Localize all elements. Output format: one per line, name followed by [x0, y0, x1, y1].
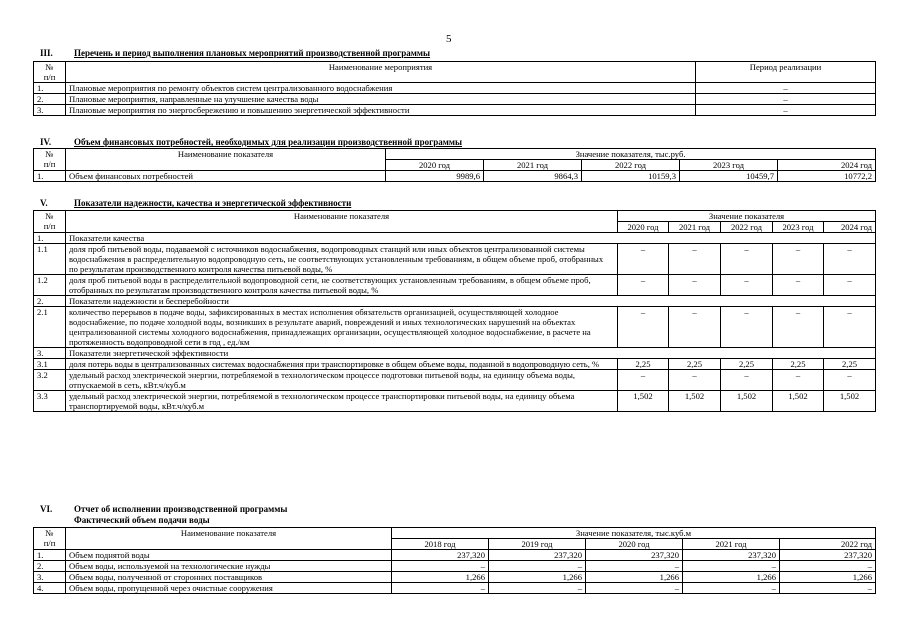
row-value: – [618, 307, 669, 348]
row-value: 1,502 [721, 391, 773, 412]
header-indicator-name: Наименование показателя [66, 211, 618, 233]
row-value: 9989,6 [386, 171, 484, 182]
header-no: № п/п [34, 528, 66, 550]
row-number: 1.1 [34, 244, 66, 275]
row-period: – [696, 94, 876, 105]
section-4-heading [40, 137, 890, 148]
header-year: 2019 год [489, 539, 586, 550]
row-value: 1,266 [683, 572, 780, 583]
table-row [34, 572, 876, 583]
table-row [34, 83, 876, 94]
row-number: 1. [34, 233, 66, 244]
header-year: 2018 год [392, 539, 489, 550]
header-year: 2022 год [582, 160, 680, 171]
table-row [34, 244, 876, 275]
row-value: 237,320 [780, 550, 876, 561]
row-value: 2,25 [618, 359, 669, 370]
header-no: № п/п [34, 149, 66, 171]
row-number: 3. [34, 105, 66, 116]
header-year: 2022 год [780, 539, 876, 550]
table-row [34, 105, 876, 116]
row-value: 9864,3 [484, 171, 582, 182]
row-name: доля потерь воды в централизованных системах водоснабжения при транспортировке в общем объеме воды, поданной в водопроводную сеть, % [66, 359, 618, 370]
row-value: 1,266 [489, 572, 586, 583]
row-value: 237,320 [683, 550, 780, 561]
row-value: – [489, 583, 586, 594]
row-value: – [773, 244, 824, 275]
header-value: Значение показателя, тыс.руб. [386, 149, 876, 160]
header-year: 2020 год [618, 222, 669, 233]
header-year: 2021 год [683, 539, 780, 550]
row-value: – [824, 370, 876, 391]
header-value: Значение показателя [618, 211, 876, 222]
row-value: – [773, 275, 824, 296]
row-value: – [721, 275, 773, 296]
row-value: 1,502 [773, 391, 824, 412]
row-value: – [824, 307, 876, 348]
row-number: 1. [34, 171, 66, 182]
table-row [34, 94, 876, 105]
row-value: 1,266 [780, 572, 876, 583]
header-year: 2020 год [386, 160, 484, 171]
row-value: 10459,7 [680, 171, 778, 182]
row-name: Показатели энергетической эффективности [66, 348, 876, 359]
row-name: Объем поднятой воды [66, 550, 392, 561]
header-indicator-name: Наименование показателя [66, 528, 392, 550]
header-year: 2023 год [680, 160, 778, 171]
row-value: 237,320 [586, 550, 683, 561]
row-value: 1,502 [824, 391, 876, 412]
section-number: V. [40, 198, 48, 208]
header-period: Период реализации [696, 62, 876, 83]
section-6-heading [40, 504, 890, 515]
header-indicator-name: Наименование показателя [66, 149, 386, 171]
section-title: Показатели надежности, качества и энергетической эффективности [74, 198, 352, 208]
section-3-heading [40, 48, 890, 59]
row-value: – [392, 561, 489, 572]
row-name: Плановые мероприятия по энергосбережению и повышению энергетической эффективности [66, 105, 696, 116]
row-value: – [824, 275, 876, 296]
row-value: – [586, 583, 683, 594]
row-value: 2,25 [824, 359, 876, 370]
row-value: 2,25 [721, 359, 773, 370]
row-number: 3. [34, 348, 66, 359]
page-number: 5 [446, 33, 452, 45]
row-value: 237,320 [489, 550, 586, 561]
row-number: 4. [34, 583, 66, 594]
row-name: доля проб питьевой воды в распределительной водопроводной сети, не соответствующих установленным требованиям, в общем объеме проб, отобранных по результатам производственного контроля качества питьевой воды, % [66, 275, 618, 296]
table-row [34, 307, 876, 348]
table-row [34, 171, 876, 182]
header-year: 2021 год [669, 222, 721, 233]
group-row [34, 296, 876, 307]
row-value: – [773, 370, 824, 391]
row-name: доля проб питьевой воды, подаваемой с источников водоснабжения, водопроводных станций или иных объектов централизованной системы водоснабжения в распределительную водопроводную сеть, не соответствующих установленным требованиям, в общем объеме проб, отобранных по результатам производственного контроля качества питьевой воды, % [66, 244, 618, 275]
row-number: 2. [34, 94, 66, 105]
row-value: – [721, 307, 773, 348]
row-value: 1,502 [618, 391, 669, 412]
table-row [34, 561, 876, 572]
row-value: – [683, 561, 780, 572]
row-number: 3. [34, 572, 66, 583]
row-value: – [618, 275, 669, 296]
header-value: Значение показателя, тыс.куб.м [392, 528, 876, 539]
row-name: Плановые мероприятия, направленные на улучшение качества воды [66, 94, 696, 105]
row-name: Показатели надежности и бесперебойности [66, 296, 876, 307]
row-value: – [669, 244, 721, 275]
row-value: 10159,3 [582, 171, 680, 182]
row-value: 237,320 [392, 550, 489, 561]
table-row [34, 370, 876, 391]
row-value: – [773, 307, 824, 348]
row-value: – [683, 583, 780, 594]
row-value: – [721, 244, 773, 275]
row-number: 3.1 [34, 359, 66, 370]
row-value: 2,25 [773, 359, 824, 370]
section-number: III. [40, 48, 53, 58]
group-row [34, 233, 876, 244]
row-number: 1.2 [34, 275, 66, 296]
section-6-subtitle: Фактический объем подачи воды [74, 515, 210, 525]
row-value: – [824, 244, 876, 275]
row-period: – [696, 105, 876, 116]
section-title: Перечень и период выполнения плановых мероприятий производственной программы [74, 48, 431, 58]
header-no: № п/п [34, 62, 66, 83]
reliability-indicators-table [33, 210, 876, 412]
row-value: – [669, 275, 721, 296]
table-row [34, 275, 876, 296]
row-value: – [618, 370, 669, 391]
row-value: – [618, 244, 669, 275]
row-name: Объем воды, пропущенной через очистные сооружения [66, 583, 392, 594]
row-value: 1,266 [392, 572, 489, 583]
row-number: 3.3 [34, 391, 66, 412]
row-number: 3.2 [34, 370, 66, 391]
row-value: – [489, 561, 586, 572]
section-title: Объем финансовых потребностей, необходимых для реализации производственной программы [74, 137, 463, 147]
section-number: VI. [40, 504, 53, 514]
section-5-heading [40, 198, 890, 209]
header-measure-name: Наименование мероприятия [66, 62, 696, 83]
financial-needs-table [33, 148, 876, 182]
row-value: – [721, 370, 773, 391]
row-name: удельный расход электрической энергии, потребляемой в технологическом процессе транспортировки питьевой воды, на единицу объема транспортируемой воды, кВт.ч/куб.м [66, 391, 618, 412]
row-value: 1,502 [669, 391, 721, 412]
header-year: 2022 год [721, 222, 773, 233]
row-name: Объем воды, полученной от сторонних поставщиков [66, 572, 392, 583]
header-no: № п/п [34, 211, 66, 233]
row-value: – [586, 561, 683, 572]
row-value: – [669, 370, 721, 391]
table-row [34, 550, 876, 561]
row-name: Показатели качества [66, 233, 876, 244]
water-supply-report-table [33, 527, 876, 594]
header-year: 2023 год [773, 222, 824, 233]
row-value: – [780, 561, 876, 572]
row-value: – [669, 307, 721, 348]
row-name: Объем финансовых потребностей [66, 171, 386, 182]
row-period: – [696, 83, 876, 94]
row-number: 1. [34, 83, 66, 94]
header-year: 2024 год [778, 160, 876, 171]
table-row [34, 583, 876, 594]
table-row [34, 391, 876, 412]
row-name: Объем воды, используемой на технологические нужды [66, 561, 392, 572]
group-row [34, 348, 876, 359]
row-name: количество перерывов в подаче воды, зафиксированных в местах исполнения обязательств организацией, осуществляющей холодное водоснабжение, по подаче холодной воды, возникших в результате аварий, повреждений и иных технологических нарушений на объектах централизованной системы холодного водоснабжения, принадлежащих организации, осуществляющей холодное водоснабжение, в расчете на протяженность водопроводной сети в год , ед./км [66, 307, 618, 348]
row-number: 2. [34, 296, 66, 307]
row-number: 1. [34, 550, 66, 561]
row-value: 2,25 [669, 359, 721, 370]
row-value: 10772,2 [778, 171, 876, 182]
section-title: Отчет об исполнении производственной программы [74, 504, 288, 514]
header-year: 2020 год [586, 539, 683, 550]
table-row [34, 359, 876, 370]
planned-measures-table [33, 61, 876, 116]
row-value: 1,266 [586, 572, 683, 583]
row-number: 2.1 [34, 307, 66, 348]
row-value: – [780, 583, 876, 594]
row-name: Плановые мероприятия по ремонту объектов систем централизованного водоснабжения [66, 83, 696, 94]
row-value: – [392, 583, 489, 594]
row-name: удельный расход электрической энергии, потребляемой в технологическом процессе подготовки питьевой воды, на единицу объема воды, отпускаемой в сеть, кВт.ч/куб.м [66, 370, 618, 391]
row-number: 2. [34, 561, 66, 572]
header-year: 2024 год [824, 222, 876, 233]
section-number: IV. [40, 137, 52, 147]
header-year: 2021 год [484, 160, 582, 171]
